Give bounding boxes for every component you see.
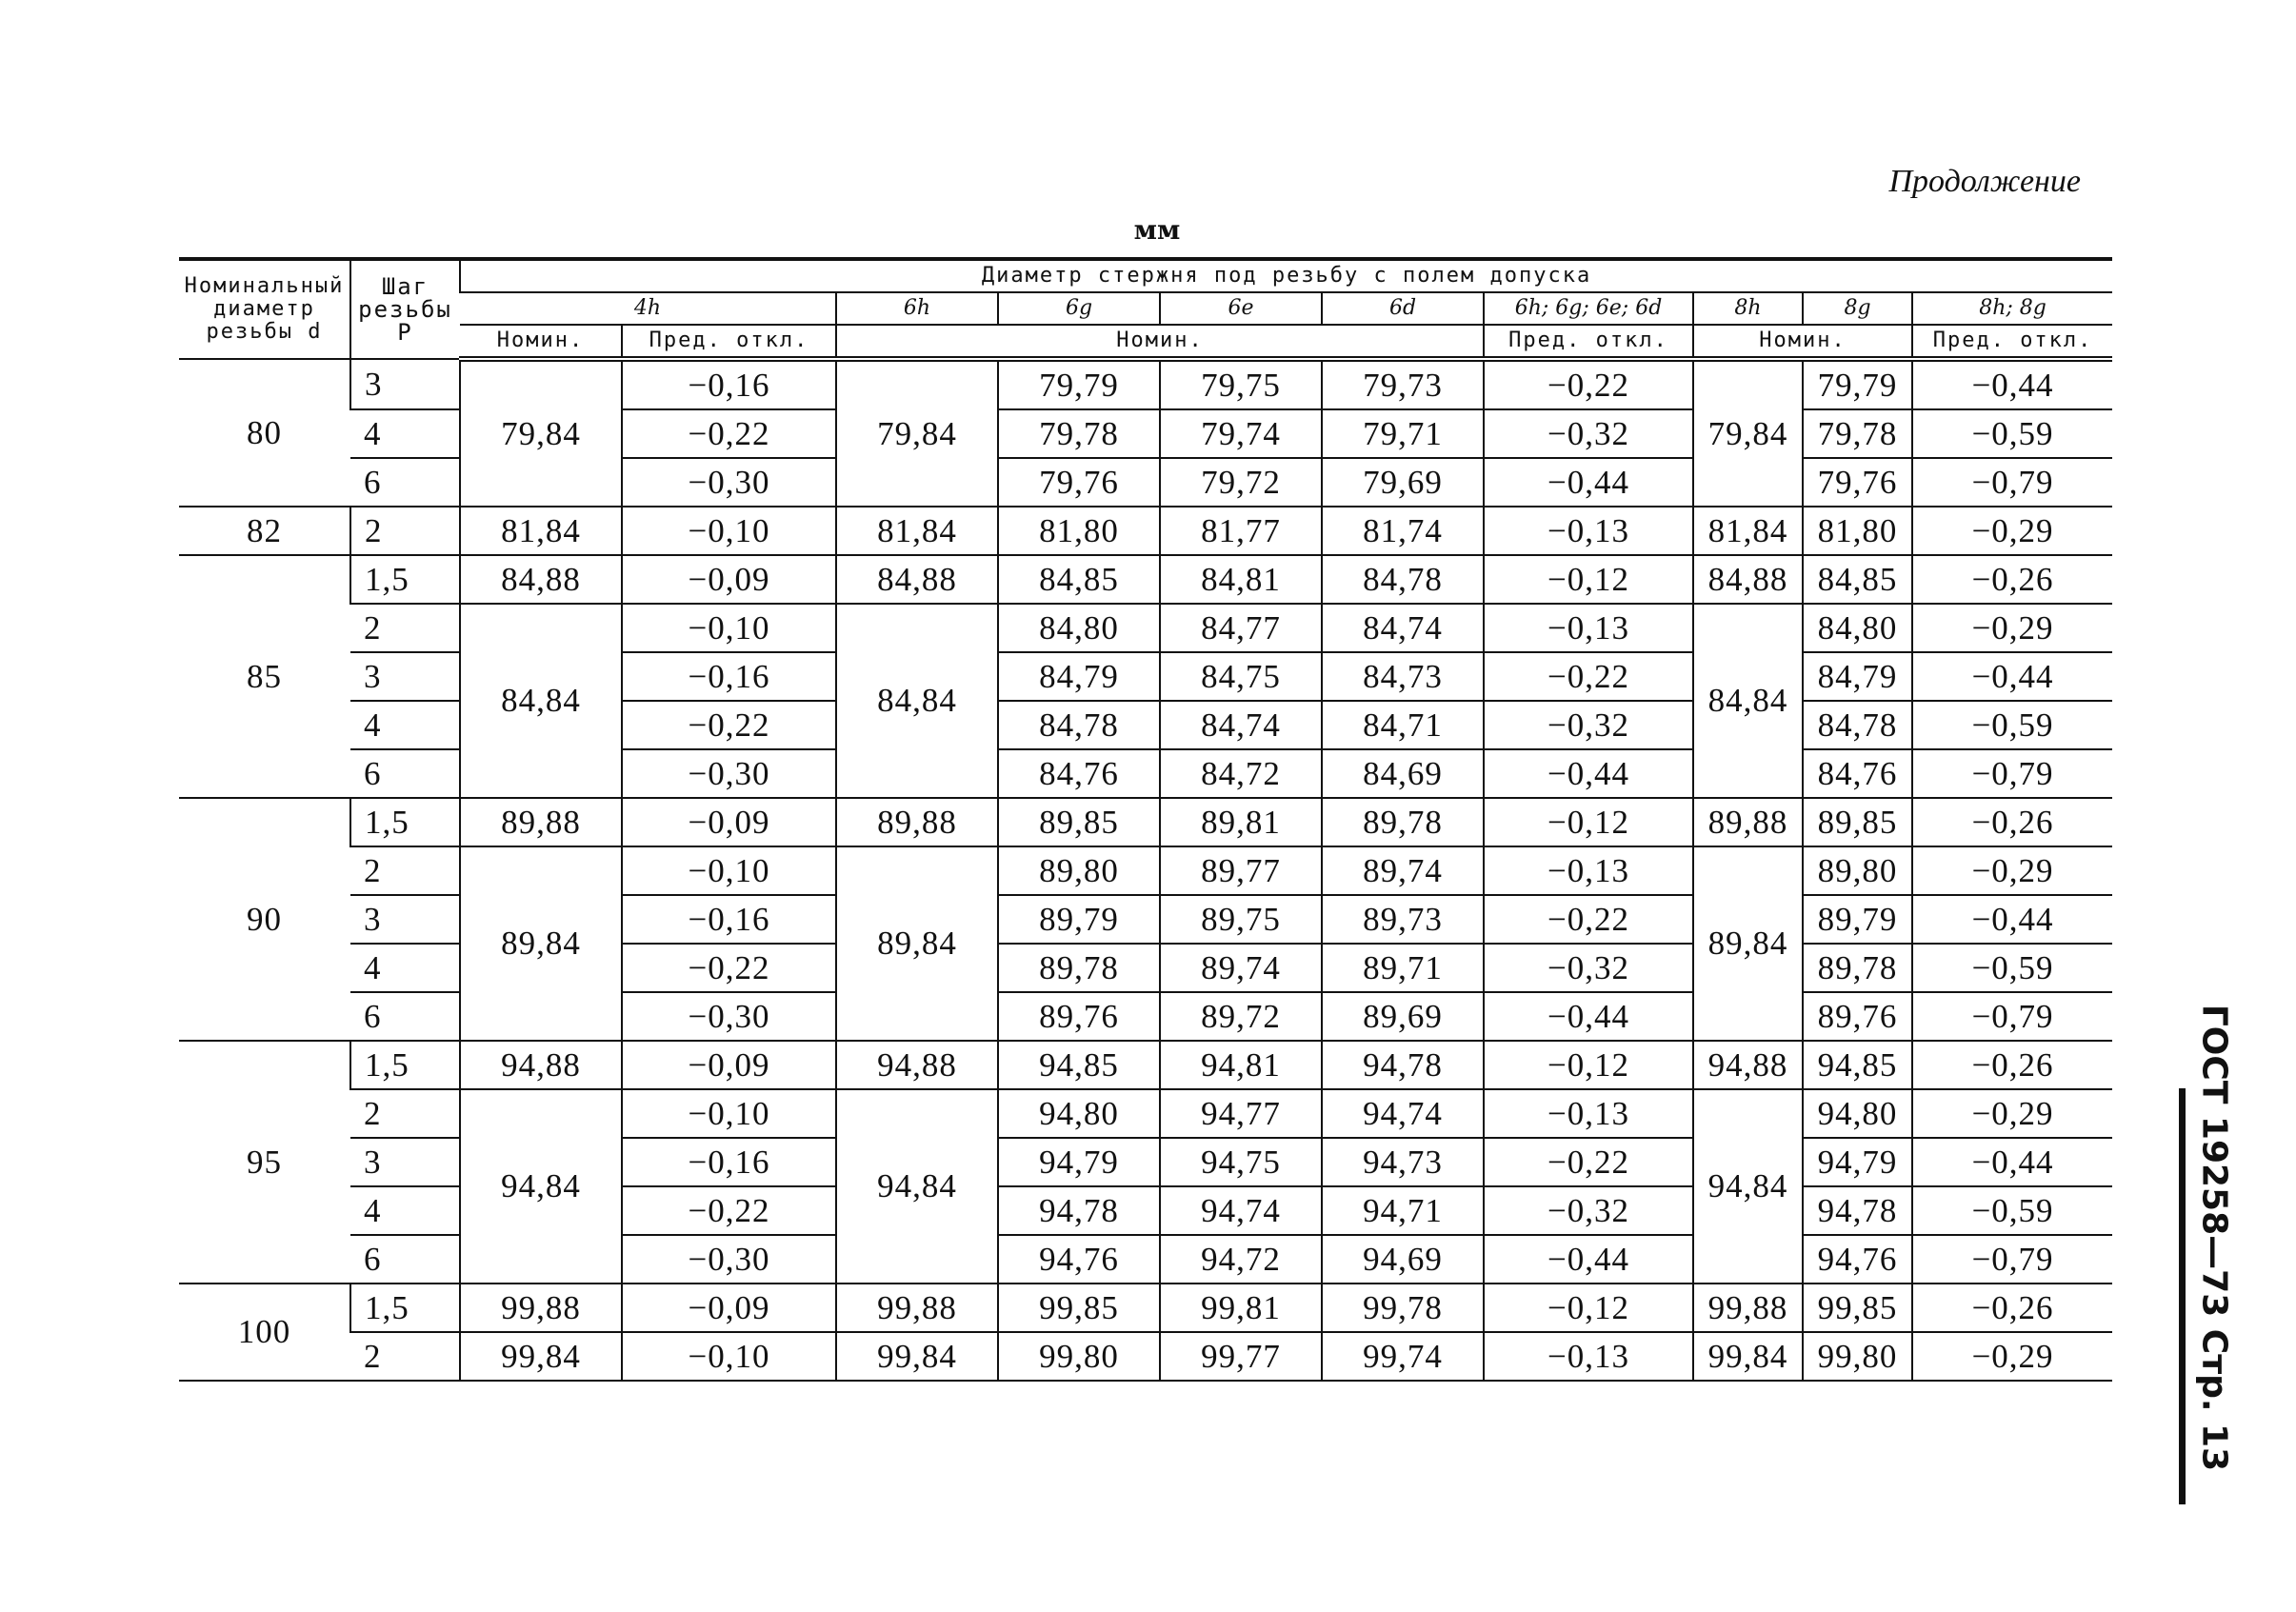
cell-8-dev: −0,79 [1912,458,2112,507]
cell-4h-nomin: 94,84 [460,1089,622,1284]
table-row [179,846,2112,895]
col-tol-6g: 6g [998,292,1160,325]
cell-8-dev: −0,44 [1912,652,2112,701]
table-row [179,1041,2112,1089]
cell-6g-nomin: 84,80 [998,604,1160,652]
cell-6-dev: −0,44 [1484,749,1693,798]
subcol-4h-nomin: Номин. [460,325,622,359]
cell-pitch: 2 [350,507,460,555]
cell-4h-nomin: 99,88 [460,1284,622,1332]
cell-pitch: 6 [350,992,460,1041]
cell-6h-nomin: 84,88 [836,555,998,604]
cell-4h-nomin: 84,84 [460,604,622,798]
cell-6h-nomin: 99,88 [836,1284,998,1332]
cell-6g-nomin: 84,79 [998,652,1160,701]
cell-8g-nomin: 89,85 [1803,798,1912,846]
cell-6e-nomin: 89,77 [1160,846,1322,895]
cell-6g-nomin: 99,85 [998,1284,1160,1332]
cell-8h-nomin: 89,84 [1693,846,1803,1041]
cell-4h-dev: −0,22 [622,944,836,992]
cell-pitch: 4 [350,409,460,458]
cell-6-dev: −0,22 [1484,359,1693,409]
cell-6d-nomin: 84,71 [1322,701,1484,749]
cell-4h-dev: −0,30 [622,992,836,1041]
cell-6g-nomin: 89,78 [998,944,1160,992]
cell-6e-nomin: 89,74 [1160,944,1322,992]
units-label: мм [1133,214,1181,246]
cell-8g-nomin: 84,79 [1803,652,1912,701]
cell-pitch: 2 [350,846,460,895]
cell-6-dev: −0,12 [1484,555,1693,604]
cell-6e-nomin: 84,74 [1160,701,1322,749]
col-tol-6d: 6d [1322,292,1484,325]
cell-6g-nomin: 89,80 [998,846,1160,895]
cell-6e-nomin: 79,72 [1160,458,1322,507]
cell-8-dev: −0,26 [1912,798,2112,846]
cell-4h-nomin: 84,88 [460,555,622,604]
cell-6-dev: −0,44 [1484,1235,1693,1284]
cell-4h-nomin: 89,88 [460,798,622,846]
cell-4h-nomin: 94,88 [460,1041,622,1089]
cell-8g-nomin: 99,80 [1803,1332,1912,1381]
cell-6g-nomin: 89,79 [998,895,1160,944]
cell-6e-nomin: 84,77 [1160,604,1322,652]
cell-6g-nomin: 94,80 [998,1089,1160,1138]
cell-8h-nomin: 84,84 [1693,604,1803,798]
cell-6g-nomin: 94,85 [998,1041,1160,1089]
cell-8-dev: −0,79 [1912,1235,2112,1284]
cell-6-dev: −0,13 [1484,1089,1693,1138]
cell-8h-nomin: 99,84 [1693,1332,1803,1381]
cell-pitch: 6 [350,749,460,798]
cell-8g-nomin: 94,85 [1803,1041,1912,1089]
cell-8g-nomin: 94,78 [1803,1186,1912,1235]
cell-4h-dev: −0,10 [622,604,836,652]
cell-8-dev: −0,59 [1912,701,2112,749]
cell-8-dev: −0,29 [1912,1089,2112,1138]
cell-8-dev: −0,59 [1912,409,2112,458]
col-tol-8group: 8h; 8g [1912,292,2112,325]
cell-6-dev: −0,22 [1484,652,1693,701]
thread-rod-diameter-table [179,257,2112,1382]
side-rule [2179,1088,2186,1504]
cell-4h-dev: −0,30 [622,1235,836,1284]
cell-8g-nomin: 99,85 [1803,1284,1912,1332]
cell-6-dev: −0,22 [1484,895,1693,944]
cell-4h-nomin: 99,84 [460,1332,622,1381]
table-body [179,359,2112,1381]
cell-6e-nomin: 89,75 [1160,895,1322,944]
cell-8g-nomin: 79,78 [1803,409,1912,458]
cell-6d-nomin: 89,73 [1322,895,1484,944]
cell-8g-nomin: 79,76 [1803,458,1912,507]
cell-6g-nomin: 89,85 [998,798,1160,846]
cell-4h-nomin: 89,84 [460,846,622,1041]
cell-6d-nomin: 81,74 [1322,507,1484,555]
cell-6-dev: −0,13 [1484,1332,1693,1381]
cell-pitch: 6 [350,458,460,507]
cell-pitch: 2 [350,1089,460,1138]
cell-6d-nomin: 89,71 [1322,944,1484,992]
table-row [179,604,2112,652]
cell-6d-nomin: 79,71 [1322,409,1484,458]
cell-6-dev: −0,32 [1484,409,1693,458]
continuation-note: Продолжение [1888,164,2081,199]
cell-6d-nomin: 94,78 [1322,1041,1484,1089]
cell-6e-nomin: 81,77 [1160,507,1322,555]
cell-pitch: 2 [350,1332,460,1381]
subcol-6-nomin: Номин. [836,325,1484,359]
cell-6h-nomin: 79,84 [836,359,998,507]
col-tol-6group: 6h; 6g; 6e; 6d [1484,292,1693,325]
cell-4h-dev: −0,30 [622,458,836,507]
cell-6h-nomin: 81,84 [836,507,998,555]
col-rod-diameter: Диаметр стержня под резьбу с полем допуска [460,259,2112,292]
subcol-6-dev: Пред. откл. [1484,325,1693,359]
cell-6d-nomin: 84,74 [1322,604,1484,652]
cell-pitch: 1,5 [350,798,460,846]
col-nominal-diameter: Номинальный диаметр резьбы d [179,259,350,359]
cell-4h-dev: −0,16 [622,359,836,409]
cell-8g-nomin: 81,80 [1803,507,1912,555]
cell-6e-nomin: 99,81 [1160,1284,1322,1332]
cell-8-dev: −0,79 [1912,992,2112,1041]
cell-6e-nomin: 94,74 [1160,1186,1322,1235]
cell-8-dev: −0,26 [1912,1041,2112,1089]
table-row [179,798,2112,846]
cell-6h-nomin: 89,84 [836,846,998,1041]
cell-8-dev: −0,44 [1912,1138,2112,1186]
cell-pitch: 1,5 [350,1284,460,1332]
col-tol-8g: 8g [1803,292,1912,325]
cell-8-dev: −0,29 [1912,604,2112,652]
cell-4h-dev: −0,22 [622,701,836,749]
cell-6h-nomin: 94,88 [836,1041,998,1089]
table-row [179,555,2112,604]
table-row [179,1332,2112,1381]
cell-6d-nomin: 79,69 [1322,458,1484,507]
cell-6d-nomin: 94,69 [1322,1235,1484,1284]
cell-8h-nomin: 99,88 [1693,1284,1803,1332]
cell-6e-nomin: 94,81 [1160,1041,1322,1089]
cell-6g-nomin: 79,76 [998,458,1160,507]
cell-6d-nomin: 79,73 [1322,359,1484,409]
cell-6e-nomin: 94,77 [1160,1089,1322,1138]
cell-6e-nomin: 84,81 [1160,555,1322,604]
cell-6d-nomin: 84,73 [1322,652,1484,701]
cell-6d-nomin: 89,69 [1322,992,1484,1041]
cell-8g-nomin: 94,79 [1803,1138,1912,1186]
cell-6-dev: −0,32 [1484,1186,1693,1235]
cell-4h-dev: −0,09 [622,798,836,846]
col-tol-8h: 8h [1693,292,1803,325]
cell-pitch: 2 [350,604,460,652]
cell-6d-nomin: 84,78 [1322,555,1484,604]
cell-6g-nomin: 84,78 [998,701,1160,749]
table-row [179,1089,2112,1138]
cell-6e-nomin: 89,81 [1160,798,1322,846]
cell-nominal-diameter: 90 [179,798,350,1041]
cell-8h-nomin: 79,84 [1693,359,1803,507]
table-header [179,259,2112,359]
cell-6g-nomin: 79,79 [998,359,1160,409]
cell-8h-nomin: 81,84 [1693,507,1803,555]
cell-pitch: 4 [350,944,460,992]
cell-8g-nomin: 79,79 [1803,359,1912,409]
cell-8g-nomin: 84,76 [1803,749,1912,798]
cell-pitch: 1,5 [350,555,460,604]
cell-6-dev: −0,12 [1484,798,1693,846]
cell-6g-nomin: 84,76 [998,749,1160,798]
cell-8-dev: −0,29 [1912,1332,2112,1381]
cell-6e-nomin: 84,72 [1160,749,1322,798]
cell-6h-nomin: 84,84 [836,604,998,798]
cell-6d-nomin: 94,74 [1322,1089,1484,1138]
cell-4h-dev: −0,10 [622,1089,836,1138]
cell-6e-nomin: 94,72 [1160,1235,1322,1284]
cell-6g-nomin: 79,78 [998,409,1160,458]
cell-6d-nomin: 94,71 [1322,1186,1484,1235]
table-row [179,507,2112,555]
cell-8-dev: −0,44 [1912,895,2112,944]
cell-6g-nomin: 81,80 [998,507,1160,555]
cell-8g-nomin: 89,79 [1803,895,1912,944]
cell-6g-nomin: 94,79 [998,1138,1160,1186]
cell-4h-dev: −0,16 [622,1138,836,1186]
cell-4h-dev: −0,22 [622,409,836,458]
cell-4h-nomin: 79,84 [460,359,622,507]
cell-4h-dev: −0,16 [622,895,836,944]
cell-8h-nomin: 94,88 [1693,1041,1803,1089]
cell-8g-nomin: 89,76 [1803,992,1912,1041]
cell-pitch: 3 [350,652,460,701]
cell-6-dev: −0,12 [1484,1041,1693,1089]
cell-nominal-diameter: 85 [179,555,350,798]
cell-6g-nomin: 89,76 [998,992,1160,1041]
cell-6e-nomin: 89,72 [1160,992,1322,1041]
cell-6h-nomin: 99,84 [836,1332,998,1381]
table-row [179,1284,2112,1332]
cell-pitch: 4 [350,1186,460,1235]
cell-6-dev: −0,13 [1484,507,1693,555]
cell-8-dev: −0,59 [1912,944,2112,992]
cell-pitch: 1,5 [350,1041,460,1089]
cell-nominal-diameter: 82 [179,507,350,555]
cell-8g-nomin: 94,80 [1803,1089,1912,1138]
cell-4h-dev: −0,09 [622,555,836,604]
cell-6g-nomin: 99,80 [998,1332,1160,1381]
cell-8-dev: −0,29 [1912,846,2112,895]
cell-6e-nomin: 79,75 [1160,359,1322,409]
cell-4h-dev: −0,10 [622,1332,836,1381]
cell-4h-dev: −0,09 [622,1284,836,1332]
cell-4h-dev: −0,10 [622,507,836,555]
cell-8g-nomin: 84,78 [1803,701,1912,749]
cell-8-dev: −0,44 [1912,359,2112,409]
col-tol-6e: 6e [1160,292,1322,325]
cell-4h-nomin: 81,84 [460,507,622,555]
cell-8g-nomin: 84,80 [1803,604,1912,652]
cell-6h-nomin: 94,84 [836,1089,998,1284]
col-tol-6h: 6h [836,292,998,325]
cell-6e-nomin: 79,74 [1160,409,1322,458]
cell-pitch: 3 [350,895,460,944]
cell-6g-nomin: 84,85 [998,555,1160,604]
cell-pitch: 4 [350,701,460,749]
cell-8-dev: −0,59 [1912,1186,2112,1235]
cell-6d-nomin: 89,74 [1322,846,1484,895]
cell-8g-nomin: 94,76 [1803,1235,1912,1284]
cell-6-dev: −0,44 [1484,458,1693,507]
subcol-4h-dev: Пред. откл. [622,325,836,359]
cell-8h-nomin: 89,88 [1693,798,1803,846]
col-tol-4h: 4h [460,292,836,325]
cell-6d-nomin: 84,69 [1322,749,1484,798]
cell-6e-nomin: 99,77 [1160,1332,1322,1381]
cell-8g-nomin: 89,80 [1803,846,1912,895]
col-pitch: Шаг резьбы P [350,259,460,359]
subcol-8-nomin: Номин. [1693,325,1912,359]
cell-6-dev: −0,12 [1484,1284,1693,1332]
cell-nominal-diameter: 100 [179,1284,350,1381]
cell-8h-nomin: 94,84 [1693,1089,1803,1284]
cell-8g-nomin: 89,78 [1803,944,1912,992]
cell-pitch: 6 [350,1235,460,1284]
cell-6-dev: −0,32 [1484,944,1693,992]
cell-4h-dev: −0,16 [622,652,836,701]
cell-pitch: 3 [350,359,460,409]
subcol-8-dev: Пред. откл. [1912,325,2112,359]
cell-4h-dev: −0,30 [622,749,836,798]
cell-6-dev: −0,32 [1484,701,1693,749]
cell-8g-nomin: 84,85 [1803,555,1912,604]
cell-6e-nomin: 84,75 [1160,652,1322,701]
cell-4h-dev: −0,10 [622,846,836,895]
cell-6d-nomin: 94,73 [1322,1138,1484,1186]
cell-8-dev: −0,29 [1912,507,2112,555]
cell-6d-nomin: 89,78 [1322,798,1484,846]
table-row [179,359,2112,409]
cell-4h-dev: −0,09 [622,1041,836,1089]
cell-8-dev: −0,26 [1912,1284,2112,1332]
cell-8-dev: −0,79 [1912,749,2112,798]
cell-4h-dev: −0,22 [622,1186,836,1235]
cell-6g-nomin: 94,78 [998,1186,1160,1235]
cell-6-dev: −0,13 [1484,846,1693,895]
cell-8h-nomin: 84,88 [1693,555,1803,604]
cell-8-dev: −0,26 [1912,555,2112,604]
cell-6d-nomin: 99,74 [1322,1332,1484,1381]
cell-6h-nomin: 89,88 [836,798,998,846]
cell-6-dev: −0,22 [1484,1138,1693,1186]
cell-6-dev: −0,44 [1484,992,1693,1041]
cell-nominal-diameter: 80 [179,359,350,507]
cell-6g-nomin: 94,76 [998,1235,1160,1284]
cell-pitch: 3 [350,1138,460,1186]
cell-nominal-diameter: 95 [179,1041,350,1284]
cell-6-dev: −0,13 [1484,604,1693,652]
cell-6d-nomin: 99,78 [1322,1284,1484,1332]
standard-page-label: ГОСТ 19258—73 Стр. 13 [2194,1004,2234,1472]
cell-6e-nomin: 94,75 [1160,1138,1322,1186]
